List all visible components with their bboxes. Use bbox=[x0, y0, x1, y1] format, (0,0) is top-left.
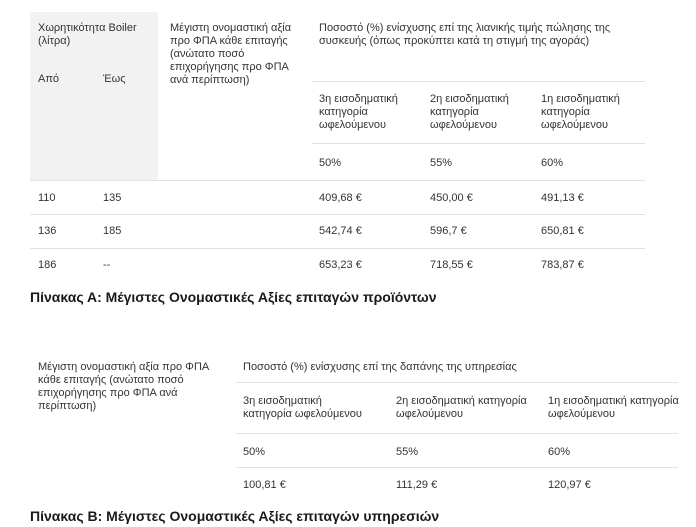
table-row-value: 718,55 € bbox=[430, 259, 473, 271]
from-label: Από bbox=[38, 73, 60, 85]
percent-2: 55% bbox=[430, 157, 453, 169]
value-b-3: 100,81 € bbox=[243, 479, 286, 491]
percent-b-2: 55% bbox=[396, 446, 419, 458]
percent-b-1: 60% bbox=[548, 446, 571, 458]
table-row-from: 136 bbox=[38, 225, 57, 237]
max-value-header-b: Μέγιστη ονομαστική αξία προ ΦΠΑ κάθε επιταγής (ανώτατο ποσό επιχορήγησης προ ΦΠΑ ανά περίπτωση) bbox=[38, 361, 209, 412]
table-row-value: 450,00 € bbox=[430, 192, 473, 204]
table-row-to: -- bbox=[103, 259, 111, 271]
table-row-value: 650,81 € bbox=[541, 225, 584, 237]
max-value-header: Μέγιστη ονομαστική αξία προ ΦΠΑ κάθε επιταγής (ανώτατο ποσό επιχορήγησης προ ΦΠΑ ανά περίπτωση) bbox=[170, 22, 292, 86]
value-b-2: 111,29 € bbox=[396, 479, 438, 491]
table-b bbox=[0, 350, 696, 500]
table-row-value: 542,74 € bbox=[319, 225, 362, 237]
percent-b-3: 50% bbox=[243, 446, 266, 458]
table-a-caption: Πίνακας Α: Μέγιστες Ονομαστικές Αξίες επιταγών προϊόντων bbox=[30, 289, 437, 305]
category-b-3: 3η εισοδηματική κατηγορία ωφελούμενου bbox=[243, 395, 362, 420]
category-3: 3η εισοδηματική κατηγορία ωφελούμενου bbox=[319, 93, 398, 131]
capacity-header: Χωρητικότητα Boiler (λίτρα) bbox=[38, 22, 137, 47]
percent-3: 50% bbox=[319, 157, 342, 169]
category-1: 1η εισοδηματική κατηγορία ωφελούμενου bbox=[541, 93, 620, 131]
value-b-1: 120,97 € bbox=[548, 479, 591, 491]
table-row-from: 110 bbox=[38, 192, 56, 204]
table-b-caption: Πίνακας Β: Μέγιστες Ονομαστικές Αξίες επιταγών υπηρεσιών bbox=[30, 508, 440, 524]
table-row-value: 653,23 € bbox=[319, 259, 362, 271]
category-b-1: 1η εισοδηματική κατηγορία ωφελούμενου bbox=[548, 395, 679, 420]
table-row-value: 783,87 € bbox=[541, 259, 584, 271]
to-label: Έως bbox=[103, 73, 126, 85]
table-row-from: 186 bbox=[38, 259, 57, 271]
percent-header: Ποσοστό (%) ενίσχυσης επί της λιανικής τιμής πώλησης της συσκευής (όπως προκύπτει κατά τη στιγμή της αγοράς) bbox=[319, 22, 611, 47]
table-row-to: 135 bbox=[103, 192, 122, 204]
table-row-value: 491,13 € bbox=[541, 192, 584, 204]
table-row-value: 409,68 € bbox=[319, 192, 362, 204]
category-2: 2η εισοδηματική κατηγορία ωφελούμενου bbox=[430, 93, 509, 131]
percent-1: 60% bbox=[541, 157, 564, 169]
category-b-2: 2η εισοδηματική κατηγορία ωφελούμενου bbox=[396, 395, 527, 420]
percent-header-b: Ποσοστό (%) ενίσχυσης επί της δαπάνης της υπηρεσίας bbox=[243, 361, 517, 373]
table-row-to: 185 bbox=[103, 225, 122, 237]
table-row-value: 596,7 € bbox=[430, 225, 467, 237]
